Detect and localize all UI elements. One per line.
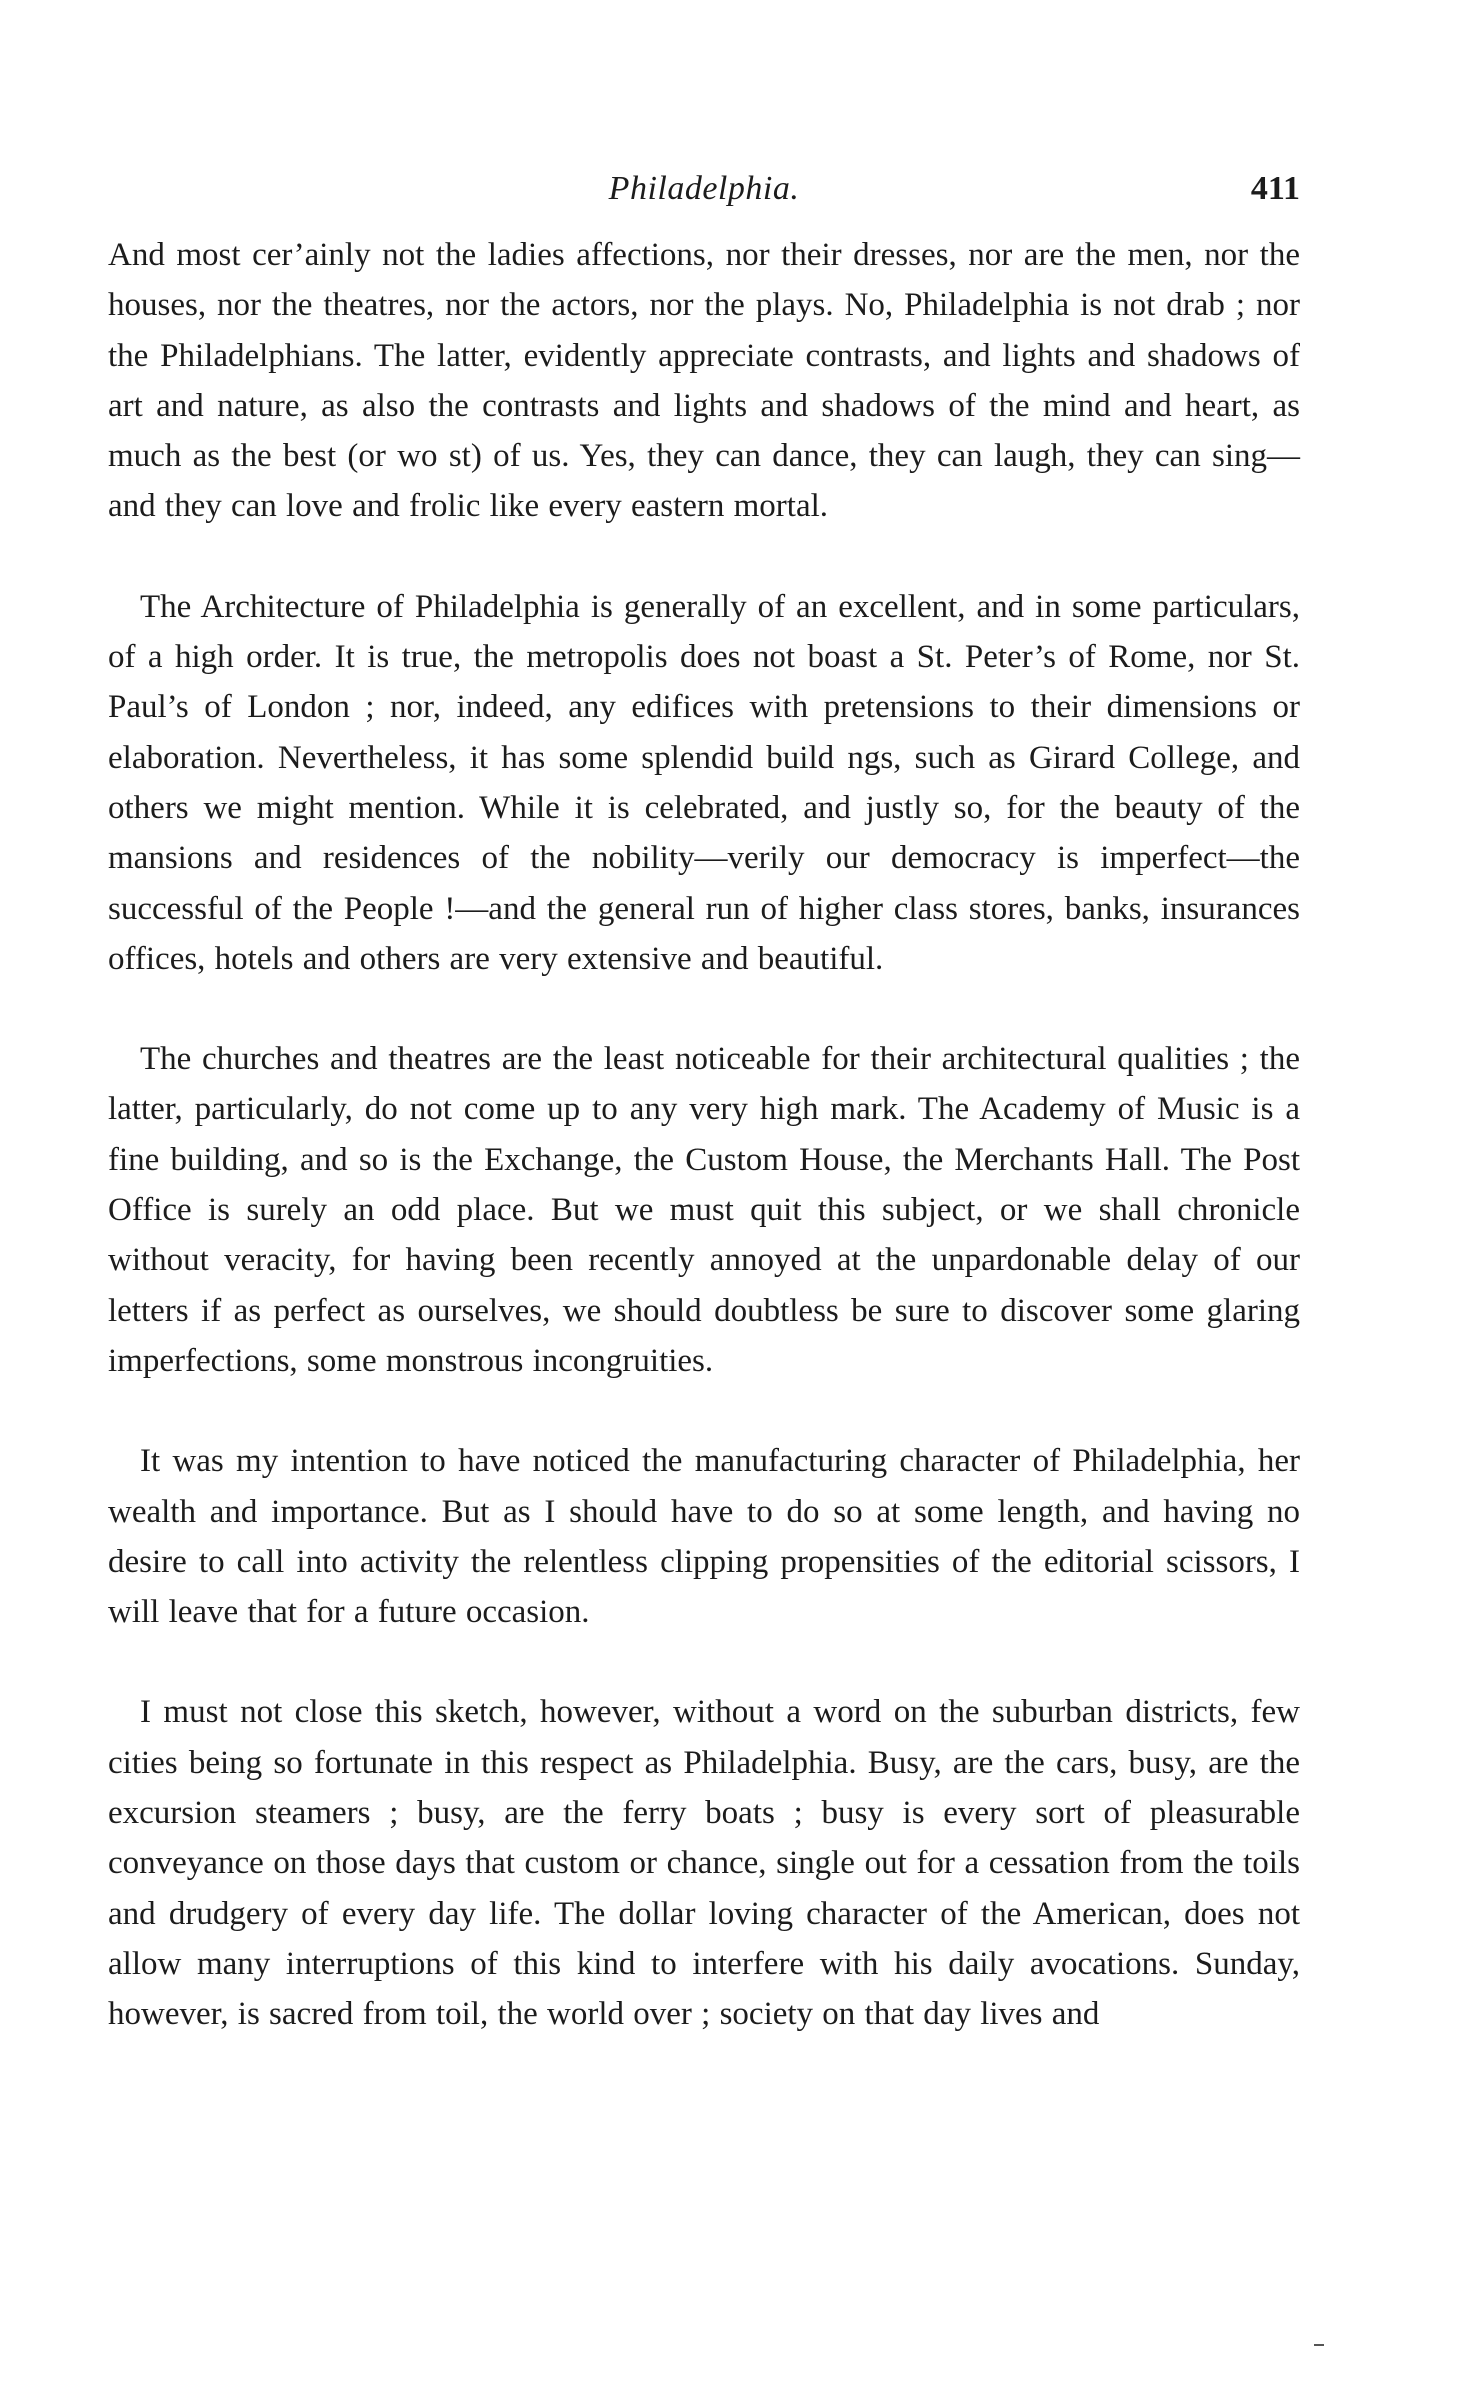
running-title: Philadelphia. (608, 170, 800, 207)
paragraph-2: The Architecture of Philadelphia is generally of an excellent, and in some particulars, of a high order. It is true, the metropolis does not boast a St. Peter’s of Rome, nor St. Paul’s of London ; nor, indeed, any edifices with pretensions to their dimensions or elaboration. Nevertheless, it has some splendid build ngs, such as Girard College, and others we might mention. While it is celebrated, and justly so, for the beauty of the mansions and residences of the nobility—verily our democracy is imperfect—the successful of the People !—and the general run of higher class stores, banks, insurances offices, hotels and others are very extensive and beautiful. (108, 588, 1300, 977)
paragraph-4: It was my intention to have noticed the manufacturing character of Philadelphia, her wealth and importance. But as I should have to do so at some length, and having no desire to call into activity the relentless clipping propensities of the editorial scissors, I will leave that for a future occasion. (108, 1443, 1300, 1631)
paragraph-1: And most cer’ainly not the ladies affections, nor their dresses, nor are the men, nor the houses, nor the theatres, nor the actors, nor the plays. No, Philadelphia is not drab ; nor the Philadelphians. The latter, evidently appreciate contrasts, and lights and shadows of art and nature, as also the contrasts and lights and shadows of the mind and heart, as much as the best (or wo st) of us. Yes, they can dance, they can laugh, they can sing— and they can love and frolic like every eastern mortal. (108, 237, 1300, 525)
book-page (108, 170, 1300, 2040)
paragraph-3: The churches and theatres are the least noticeable for their architectural qualities ; the latter, particularly, do not come up to any very high mark. The Academy of Music is a fine building, and so is the Exchange, the Custom House, the Merchants Hall. The Post Office is surely an odd place. But we must quit this subject, or we shall chronicle without veracity, for having been recently annoyed at the unpardonable delay of our letters if as perfect as ourselves, we should doubtless be sure to discover some glaring imperfections, some monstrous incongruities. (108, 1041, 1300, 1379)
running-head (108, 170, 1300, 220)
margin-mark (1314, 2344, 1324, 2346)
page-number: 411 (1250, 170, 1300, 207)
paragraph-5: I must not close this sketch, however, without a word on the suburban districts, few cities being so fortunate in this respect as Philadelphia. Busy, are the cars, busy, are the excursion steamers ; busy, are the ferry boats ; busy is every sort of pleasurable conveyance on those days that custom or chance, single out for a cessation from the toils and drudgery of every day life. The dollar loving character of the American, does not allow many interruptions of this kind to interfere with his daily avocations. Sunday, however, is sacred from toil, the world over ; society on that day lives and (108, 1694, 1300, 2033)
